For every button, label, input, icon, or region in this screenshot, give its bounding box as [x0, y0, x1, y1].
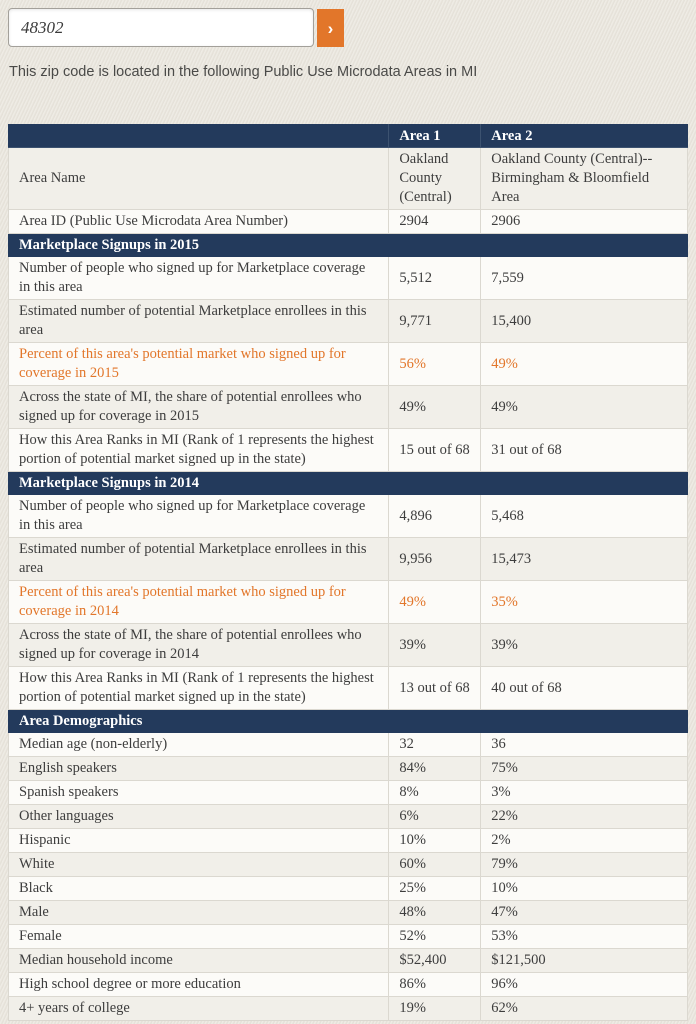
area1-value: 9,956: [389, 538, 481, 581]
row-label: Male: [9, 901, 389, 925]
table-row: [9, 757, 688, 781]
area2-value: Oakland County (Central)--Birmingham & Bloomfield Area: [481, 148, 688, 210]
search-submit-button[interactable]: [317, 9, 344, 47]
area1-value: 84%: [389, 757, 481, 781]
row-label: Number of people who signed up for Marketplace coverage in this area: [9, 495, 389, 538]
table-row: [9, 386, 688, 429]
area1-value: $52,400: [389, 949, 481, 973]
row-label: Median age (non-elderly): [9, 733, 389, 757]
row-label: White: [9, 853, 389, 877]
row-label: Area Name: [9, 148, 389, 210]
table-row: [9, 343, 688, 386]
row-label: Area ID (Public Use Microdata Area Number): [9, 210, 389, 234]
area1-value: 8%: [389, 781, 481, 805]
area1-value: 6%: [389, 805, 481, 829]
area1-value: 52%: [389, 925, 481, 949]
row-label: 4+ years of college: [9, 997, 389, 1021]
area2-value: 31 out of 68: [481, 429, 688, 472]
area2-value: 3%: [481, 781, 688, 805]
area2-value: 53%: [481, 925, 688, 949]
row-label: Across the state of MI, the share of potential enrollees who signed up for coverage in 2014: [9, 624, 389, 667]
area1-value: Oakland County (Central): [389, 148, 481, 210]
row-label: Across the state of MI, the share of potential enrollees who signed up for coverage in 2015: [9, 386, 389, 429]
table-row: [9, 257, 688, 300]
table-row: [9, 997, 688, 1021]
row-label: Median household income: [9, 949, 389, 973]
table-row: [9, 853, 688, 877]
area2-value: 22%: [481, 805, 688, 829]
area2-value: 49%: [481, 386, 688, 429]
table-row: [9, 667, 688, 710]
area2-value: 75%: [481, 757, 688, 781]
area2-value: 79%: [481, 853, 688, 877]
intro-text: This zip code is located in the following Public Use Microdata Areas in MI: [9, 64, 478, 80]
section-title: Marketplace Signups in 2014: [9, 472, 688, 495]
header-area1-cell: Area 1: [389, 125, 481, 148]
area2-value: 49%: [481, 343, 688, 386]
area1-value: 48%: [389, 901, 481, 925]
area1-value: 15 out of 68: [389, 429, 481, 472]
table-row: [9, 949, 688, 973]
table-row: [9, 925, 688, 949]
header-blank-cell: [9, 125, 389, 148]
zip-search-bar: [8, 8, 344, 47]
table-row: [9, 495, 688, 538]
table-row: [9, 300, 688, 343]
area2-value: 15,473: [481, 538, 688, 581]
row-label: Other languages: [9, 805, 389, 829]
area2-value: $121,500: [481, 949, 688, 973]
table-row: [9, 877, 688, 901]
area2-value: 2906: [481, 210, 688, 234]
area1-value: 56%: [389, 343, 481, 386]
area1-value: 9,771: [389, 300, 481, 343]
table-row: [9, 210, 688, 234]
row-label: How this Area Ranks in MI (Rank of 1 represents the highest portion of potential market signed up in the state): [9, 429, 389, 472]
table-row: [9, 429, 688, 472]
section-header-row: [9, 472, 688, 495]
row-label: How this Area Ranks in MI (Rank of 1 represents the highest portion of potential market signed up in the state): [9, 667, 389, 710]
area2-value: 36: [481, 733, 688, 757]
area1-value: 60%: [389, 853, 481, 877]
row-label: Estimated number of potential Marketplace enrollees in this area: [9, 300, 389, 343]
row-label: Percent of this area's potential market who signed up for coverage in 2014: [9, 581, 389, 624]
table-header-row: [9, 125, 688, 148]
section-header-row: [9, 710, 688, 733]
zip-code-input[interactable]: [8, 8, 314, 47]
area1-value: 5,512: [389, 257, 481, 300]
area1-value: 39%: [389, 624, 481, 667]
table-row: [9, 148, 688, 210]
area1-value: 86%: [389, 973, 481, 997]
table-row: [9, 805, 688, 829]
table-row: [9, 538, 688, 581]
area2-value: 2%: [481, 829, 688, 853]
header-area2-cell: Area 2: [481, 125, 688, 148]
table-row: [9, 973, 688, 997]
row-label: Black: [9, 877, 389, 901]
area1-value: 13 out of 68: [389, 667, 481, 710]
section-header-row: [9, 234, 688, 257]
table-row: [9, 829, 688, 853]
area2-value: 15,400: [481, 300, 688, 343]
area2-value: 5,468: [481, 495, 688, 538]
area2-value: 62%: [481, 997, 688, 1021]
area1-value: 4,896: [389, 495, 481, 538]
table-row: [9, 733, 688, 757]
row-label: Percent of this area's potential market who signed up for coverage in 2015: [9, 343, 389, 386]
row-label: High school degree or more education: [9, 973, 389, 997]
area1-value: 2904: [389, 210, 481, 234]
area2-value: 39%: [481, 624, 688, 667]
area2-value: 40 out of 68: [481, 667, 688, 710]
row-label: English speakers: [9, 757, 389, 781]
area1-value: 25%: [389, 877, 481, 901]
area1-value: 32: [389, 733, 481, 757]
row-label: Spanish speakers: [9, 781, 389, 805]
row-label: Estimated number of potential Marketplace enrollees in this area: [9, 538, 389, 581]
area1-value: 49%: [389, 581, 481, 624]
area2-value: 35%: [481, 581, 688, 624]
area1-value: 49%: [389, 386, 481, 429]
area2-value: 47%: [481, 901, 688, 925]
table-row: [9, 624, 688, 667]
row-label: Number of people who signed up for Marketplace coverage in this area: [9, 257, 389, 300]
chevron-right-icon: ›: [327, 18, 334, 38]
area1-value: 10%: [389, 829, 481, 853]
area1-value: 19%: [389, 997, 481, 1021]
area2-value: 96%: [481, 973, 688, 997]
row-label: Female: [9, 925, 389, 949]
area2-value: 7,559: [481, 257, 688, 300]
table-row: [9, 781, 688, 805]
row-label: Hispanic: [9, 829, 389, 853]
table-row: [9, 581, 688, 624]
section-title: Area Demographics: [9, 710, 688, 733]
table-row: [9, 901, 688, 925]
puma-comparison-table: [8, 124, 688, 1021]
area2-value: 10%: [481, 877, 688, 901]
section-title: Marketplace Signups in 2015: [9, 234, 688, 257]
